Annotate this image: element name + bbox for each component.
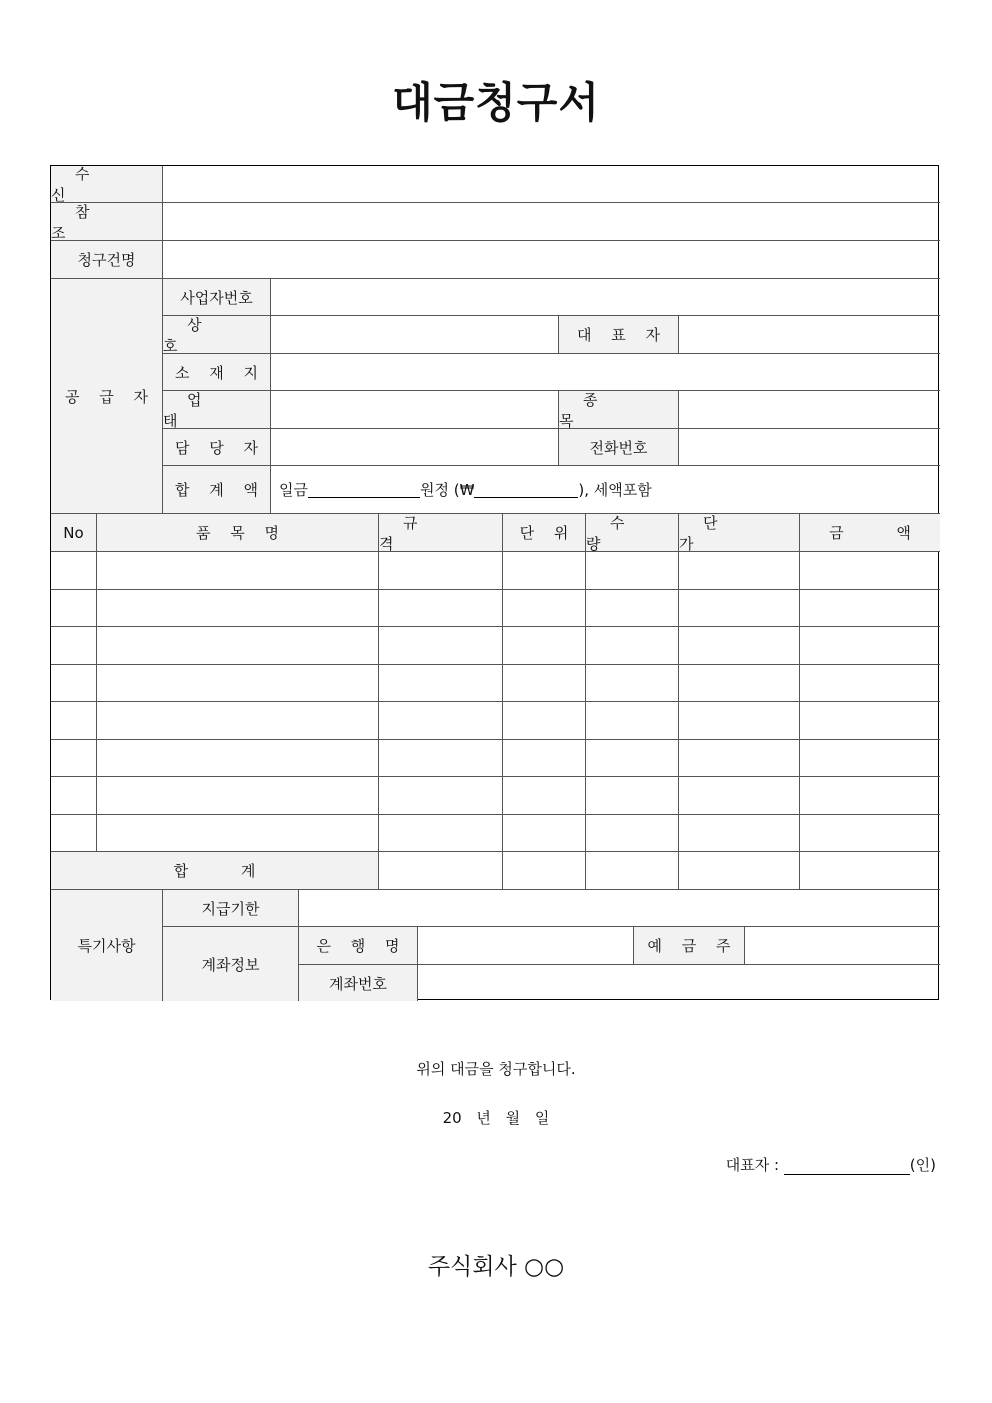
recipient-label: 수 신 (51, 166, 163, 203)
item-cell-no[interactable] (51, 627, 97, 665)
item-cell-name[interactable] (97, 590, 379, 628)
manager-label: 담 당 자 (163, 429, 271, 466)
item-cell-amount[interactable] (800, 815, 940, 853)
company-name: 주식회사 ○○ (427, 1254, 565, 1280)
biz-type-field[interactable] (271, 391, 559, 429)
item-cell-price[interactable] (679, 552, 800, 590)
address-label: 소 재 지 (163, 354, 271, 391)
ceo-field[interactable] (679, 316, 940, 354)
invoice-table (50, 165, 939, 1000)
item-cell-amount[interactable] (800, 627, 940, 665)
item-cell-name[interactable] (97, 702, 379, 740)
document-title: 대금청구서 (392, 78, 600, 127)
item-cell-spec[interactable] (379, 777, 503, 815)
item-cell-qty[interactable] (586, 815, 679, 853)
item-cell-price[interactable] (679, 702, 800, 740)
total-amount-label: 합 계 액 (163, 466, 271, 514)
item-cell-unit[interactable] (503, 590, 586, 628)
item-cell-no[interactable] (51, 665, 97, 703)
item-cell-spec[interactable] (379, 702, 503, 740)
item-cell-spec[interactable] (379, 665, 503, 703)
company-field[interactable] (271, 316, 559, 354)
item-cell-no[interactable] (51, 777, 97, 815)
total-number-blank[interactable] (474, 481, 578, 498)
item-cell-price[interactable] (679, 777, 800, 815)
subject-field[interactable] (163, 241, 940, 279)
representative-label: 대표자 : (725, 1156, 780, 1174)
total-won: 원정 (₩ (419, 481, 475, 499)
seal-mark: (인) (909, 1156, 936, 1174)
item-cell-price[interactable] (679, 665, 800, 703)
item-cell-price[interactable] (679, 590, 800, 628)
biz-type-label: 업 태 (163, 391, 271, 429)
recipient-field[interactable] (163, 166, 940, 203)
item-cell-name[interactable] (97, 815, 379, 853)
total-amount-field[interactable] (271, 466, 940, 514)
sum-label: 합 계 (51, 852, 379, 890)
item-cell-qty[interactable] (586, 702, 679, 740)
item-cell-amount[interactable] (800, 552, 940, 590)
item-cell-unit[interactable] (503, 627, 586, 665)
phone-field[interactable] (679, 429, 940, 466)
account-info-label: 계좌정보 (163, 927, 299, 1001)
item-cell-name[interactable] (97, 552, 379, 590)
items-header-no: No (51, 514, 97, 552)
account-number-field[interactable] (418, 965, 940, 1001)
item-cell-qty[interactable] (586, 552, 679, 590)
items-header-price: 단 가 (679, 514, 800, 552)
due-date-label: 지급기한 (163, 890, 299, 927)
item-cell-no[interactable] (51, 702, 97, 740)
supplier-label: 공 급 자 (51, 279, 163, 514)
bank-name-label: 은 행 명 (299, 927, 418, 965)
item-cell-qty[interactable] (586, 777, 679, 815)
special-notes-label: 특기사항 (51, 890, 163, 1001)
item-cell-no[interactable] (51, 590, 97, 628)
item-cell-price[interactable] (679, 627, 800, 665)
reference-label: 참 조 (51, 203, 163, 241)
item-cell-amount[interactable] (800, 590, 940, 628)
item-cell-spec[interactable] (379, 740, 503, 778)
item-cell-no[interactable] (51, 552, 97, 590)
item-cell-qty[interactable] (586, 665, 679, 703)
biz-no-label: 사업자번호 (163, 279, 271, 316)
item-cell-amount[interactable] (800, 702, 940, 740)
phone-label: 전화번호 (559, 429, 679, 466)
items-header-qty: 수 량 (586, 514, 679, 552)
item-cell-unit[interactable] (503, 777, 586, 815)
account-number-label: 계좌번호 (299, 965, 418, 1001)
company-label: 상 호 (163, 316, 271, 354)
representative-signature-blank[interactable] (784, 1158, 910, 1175)
item-cell-name[interactable] (97, 740, 379, 778)
total-korean-blank[interactable] (308, 481, 420, 498)
request-statement: 위의 대금을 청구합니다. (416, 1060, 576, 1078)
address-field[interactable] (271, 354, 940, 391)
sum-amount[interactable] (800, 852, 940, 890)
item-cell-no[interactable] (51, 815, 97, 853)
subject-label: 청구건명 (51, 241, 163, 279)
account-holder-field[interactable] (745, 927, 940, 965)
item-cell-unit[interactable] (503, 702, 586, 740)
biz-item-label: 종 목 (559, 391, 679, 429)
items-header-name: 품 목 명 (97, 514, 379, 552)
item-cell-spec[interactable] (379, 590, 503, 628)
due-date-field[interactable] (299, 890, 940, 927)
items-header-amount: 금 액 (800, 514, 940, 552)
items-header-spec: 규 격 (379, 514, 503, 552)
representative-line (726, 1154, 936, 1175)
item-cell-qty[interactable] (586, 627, 679, 665)
total-prefix: 일금 (279, 481, 308, 499)
manager-field[interactable] (271, 429, 559, 466)
date-line: 20 년 월 일 (442, 1109, 550, 1127)
account-holder-label: 예 금 주 (634, 927, 745, 965)
item-cell-unit[interactable] (503, 740, 586, 778)
item-cell-amount[interactable] (800, 740, 940, 778)
biz-no-field[interactable] (271, 279, 940, 316)
item-cell-no[interactable] (51, 740, 97, 778)
sum-unit[interactable] (503, 852, 586, 890)
item-cell-name[interactable] (97, 777, 379, 815)
item-cell-name[interactable] (97, 665, 379, 703)
item-cell-price[interactable] (679, 740, 800, 778)
reference-field[interactable] (163, 203, 940, 241)
total-suffix: ), 세액포함 (578, 481, 652, 499)
sum-spec[interactable] (379, 852, 503, 890)
item-cell-amount[interactable] (800, 665, 940, 703)
biz-item-field[interactable] (679, 391, 940, 429)
item-cell-spec[interactable] (379, 815, 503, 853)
ceo-label: 대 표 자 (559, 316, 679, 354)
item-cell-qty[interactable] (586, 740, 679, 778)
sum-price[interactable] (679, 852, 800, 890)
item-cell-unit[interactable] (503, 552, 586, 590)
item-cell-qty[interactable] (586, 590, 679, 628)
item-cell-price[interactable] (679, 815, 800, 853)
item-cell-spec[interactable] (379, 552, 503, 590)
item-cell-amount[interactable] (800, 777, 940, 815)
item-cell-unit[interactable] (503, 665, 586, 703)
item-cell-spec[interactable] (379, 627, 503, 665)
item-cell-name[interactable] (97, 627, 379, 665)
bank-name-field[interactable] (418, 927, 634, 965)
item-cell-unit[interactable] (503, 815, 586, 853)
items-header-unit: 단 위 (503, 514, 586, 552)
sum-qty[interactable] (586, 852, 679, 890)
